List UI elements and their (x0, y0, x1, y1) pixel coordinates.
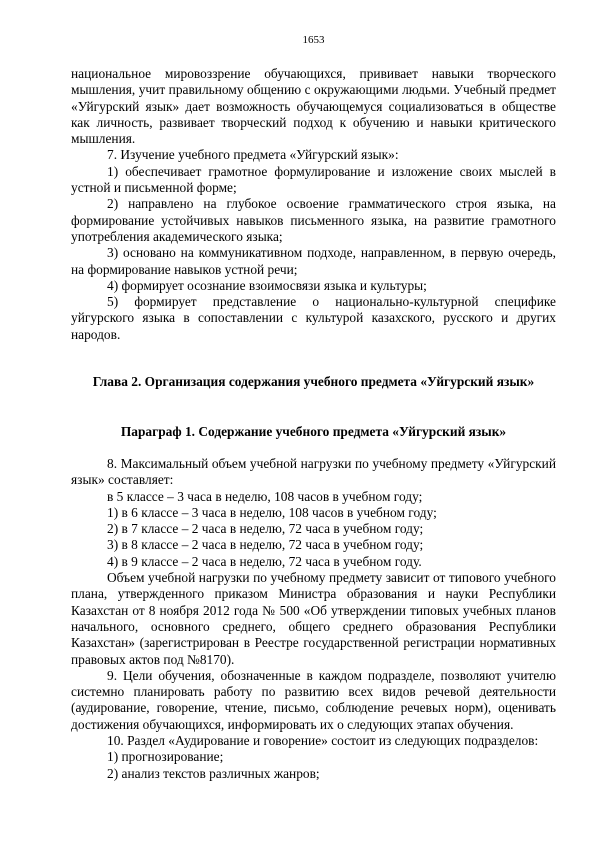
item-10-paragraph: 10. Раздел «Аудирование и говорение» состоит из следующих подразделов: (107, 733, 539, 749)
hours-line-grade-6: 1) в 6 классе – 3 часа в неделю, 108 часов в учебном году; (107, 504, 437, 520)
list-item-2: 2) направлено на глубокое освоение грамматического строя языка, на формирование устойчивых навыков письменного языка, на развитие грамотного употребления академического языка; (71, 196, 556, 244)
list-item-3: 3) основано на коммуникативном подходе, направленном, в первую очередь, на формирование навыков устной речи; (71, 245, 556, 277)
chapter-heading: Глава 2. Организация содержания учебного предмета «Уйгурский язык» (92, 374, 535, 389)
list-item-4: 4) формирует осознание взоимосвязи языка и культуры; (107, 277, 427, 293)
item-7-paragraph: 7. Изучение учебного предмета «Уйгурский язык»: (107, 147, 399, 163)
page-number: 1653 (302, 34, 325, 46)
hours-line-grade-8: 3) в 8 классе – 2 часа в неделю, 72 часа в учебном году; (107, 537, 424, 553)
volume-paragraph: Объем учебной нагрузки по учебному предмету зависит от типового учебного плана, утвержденного приказом Министра образования и науки Республики Казахстан от 8 ноября 2012 года № 500 «Об утверждении типовых учебных планов начального, основного среднего, общего среднего образования Республики Казахстан» (зарегистрирован в Реестре государственной регистрации нормативных правовых актов под №8170). (71, 570, 556, 667)
sub-list-item-2: 2) анализ текстов различных жанров; (107, 765, 320, 781)
intro-block (71, 66, 556, 343)
item-8-paragraph: 8. Максимальный объем учебной нагрузки по учебному предмету «Уйгурский язык» составляет: (71, 456, 556, 488)
list-item-1: 1) обеспечивает грамотное формулирование и изложение своих мыслей в устной и письменной форме; (71, 163, 556, 196)
paragraph-heading: Параграф 1. Содержание учебного предмета «Уйгурский язык» (120, 424, 507, 439)
list-item-5: 5) формирует представление о национально-культурной специфике уйгурского языка в сопоставлении с культурой казахского, русского и других народов. (71, 294, 556, 342)
item-9-paragraph: 9. Цели обучения, обозначенные в каждом подразделе, позволяют учителю системно планировать работу по развитию всех видов речевой деятельности (аудирование, говорение, чтение, письмо, соблюдение речевых норм), оценивать достижения обучающихся, информировать их о следующих этапах обучения. (71, 667, 556, 732)
sub-list-item-1: 1) прогнозирование; (107, 749, 224, 765)
hours-line-grade-5: в 5 классе – 3 часа в неделю, 108 часов в учебном году; (107, 488, 423, 504)
hours-line-grade-7: 2) в 7 классе – 2 часа в неделю, 72 часа в учебном году; (107, 521, 424, 537)
hours-line-grade-9: 4) в 9 классе – 2 часа в неделю, 72 часа в учебном году. (107, 553, 422, 569)
intro-continuation-paragraph: национальное мировоззрение обучающихся, прививает навыки творческого мышления, учит правильному общению с окружающими людьми. Учебный предмет «Уйгурский язык» дает возможность обучающемуся социализоваться в обществе как личность, развивает творческий подход к обучению и навыки критического мышления. (71, 66, 556, 147)
section-block (71, 456, 556, 782)
